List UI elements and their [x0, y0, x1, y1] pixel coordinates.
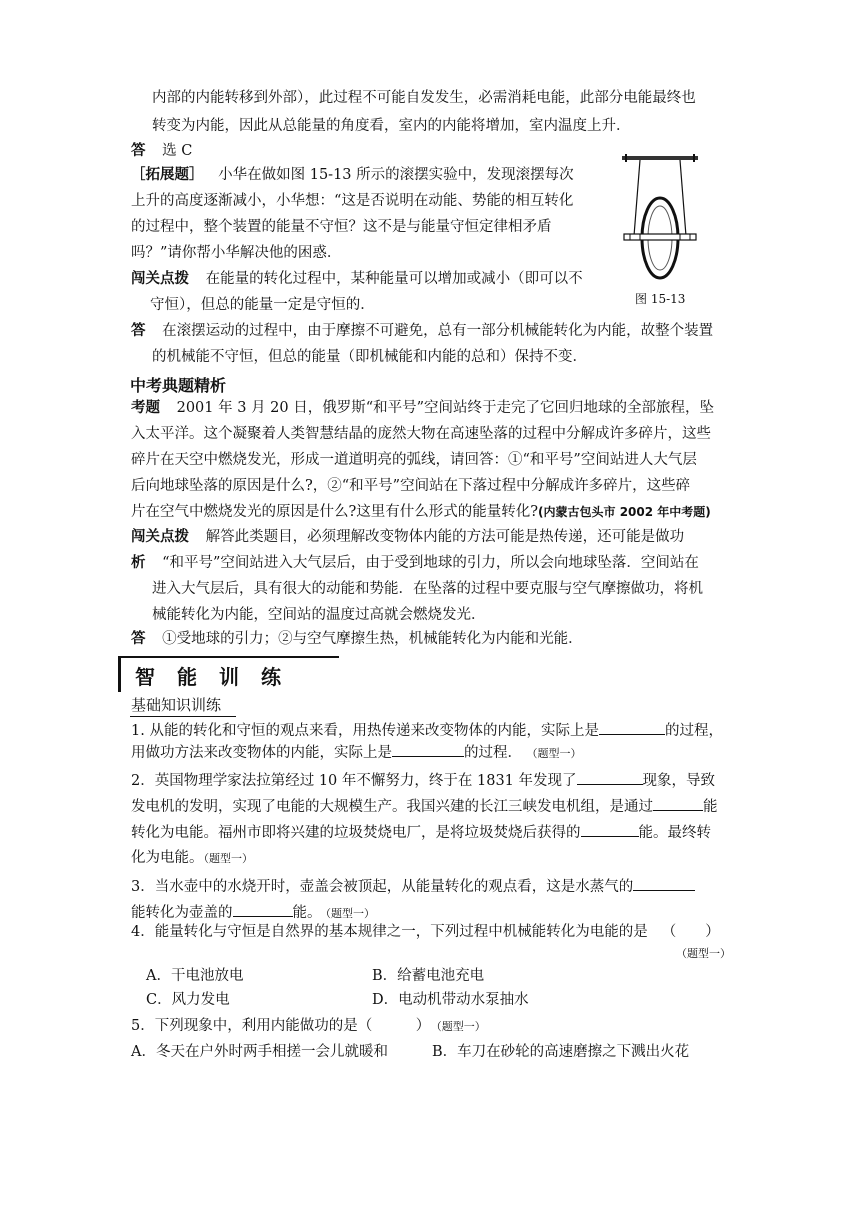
- q3-tag: （题型一）: [325, 907, 375, 920]
- exam-line-3: 碎片在天空中燃烧发光，形成一道道明亮的弧线，请回答：①“和平号”空间站进人大气层: [131, 452, 697, 468]
- q2-line-4: [131, 848, 253, 869]
- analysis-text-1: “和平号”空间站进入大气层后，由于受到地球的引力，所以会向地球坠落．空间站在: [162, 555, 699, 571]
- q2-blank-1[interactable]: [577, 770, 643, 785]
- exam-analysis-3: 械能转化为内能，空间站的温度过高就会燃烧发光．: [152, 607, 486, 623]
- q2-blank-3[interactable]: [581, 822, 639, 837]
- q3-text-b: 能转化为壶盖的: [131, 905, 233, 921]
- q2-text-e: 转化为电能。福州市即将兴建的垃圾焚烧电厂，是将垃圾焚烧后获得的: [131, 825, 581, 841]
- q5-text: 5．下列现象中，利用内能做功的是（ ）: [131, 1018, 431, 1034]
- q1-line-1: [131, 720, 723, 741]
- q2-text-f: 能。最终转: [638, 825, 711, 841]
- exam-line-2: 入太平洋。这个凝聚着人类智慧结晶的庞然大物在高速坠落的过程中分解成许多碎片，这些: [131, 426, 711, 442]
- exam-line-5: [131, 502, 711, 522]
- extension-answer-2: 的机械能不守恒，但总的能量（即机械能和内能的总和）保持不变．: [152, 349, 587, 365]
- q1-line-2: [131, 742, 582, 764]
- q2-line-3: [131, 822, 711, 843]
- hint-label: 闯关点拨: [131, 529, 189, 545]
- extension-answer-1: [131, 321, 713, 341]
- q2-text-b: 现象，导致: [642, 773, 716, 789]
- q2-text-d: 能: [703, 799, 718, 815]
- q4-text: 4．能量转化与守恒是自然界的基本规律之一，下列过程中机械能转化为电能的是: [131, 924, 648, 940]
- q3-text-a: 3．当水壶中的水烧开时，壶盖会被顶起，从能量转化的观点看，这是水蒸气的: [131, 879, 634, 895]
- q1-tag: （题型一）: [532, 747, 582, 760]
- q4-tag: （题型一）: [676, 947, 731, 960]
- hint-label: 闯关点拨: [131, 271, 189, 287]
- extension-line-2: 上升的高度逐渐减小，小华想：“这是否说明在动能、势能的相互转化: [131, 193, 574, 209]
- q5-tag: （题型一）: [436, 1020, 486, 1033]
- exam-answer: [131, 629, 583, 649]
- answer-label: 答: [131, 323, 146, 339]
- answer-text: 选 C: [162, 143, 193, 159]
- q5-option-b[interactable]: B．车刀在砂轮的高速磨擦之下溅出火花: [432, 1044, 690, 1060]
- q2-text-a: 2．英国物理学家法拉第经过 10 年不懈努力，终于在 1831 年发现了: [131, 773, 577, 789]
- extension-line-4: 吗？”请你帮小华解决他的困惑．: [131, 245, 342, 261]
- training-title: 智能训练: [135, 665, 303, 689]
- q2-line-2: [131, 796, 718, 817]
- training-subtitle: 基础知识训练: [131, 696, 222, 714]
- hint-text: 解答此类题目，必须理解改变物体内能的方法可能是热传递，还可能是做功: [205, 529, 685, 545]
- q3-blank-2[interactable]: [233, 902, 293, 917]
- q4-line-1: [131, 922, 720, 942]
- q1-blank-1[interactable]: [599, 720, 665, 735]
- rolling-pendulum-figure: [620, 150, 700, 290]
- extension-line-1: [131, 165, 574, 185]
- answer-text-1: 在滚摆运动的过程中，由于摩擦不可避免，总有一部分机械能转化为内能，故整个装置: [162, 323, 714, 339]
- q3-line-2: [131, 902, 375, 924]
- q1-text-b: 的过程，: [664, 723, 723, 739]
- q2-text-c: 发电机的发明，实现了电能的大规模生产。我国兴建的长江三峡发电机组，是通过: [131, 799, 653, 815]
- q5-line-1: [131, 1016, 486, 1037]
- answer-text: ①受地球的引力；②与空气摩擦生热，机械能转化为内能和光能．: [162, 631, 583, 647]
- subtitle-underline: [130, 716, 236, 717]
- q3-text-c: 能。: [292, 905, 322, 921]
- extension-hint-1: [131, 269, 583, 289]
- q4-option-d[interactable]: D．电动机带动水泵抽水: [372, 992, 529, 1008]
- q1-text-d: 的过程．: [464, 745, 522, 761]
- intro-line-1: 内部的内能转移到外部），此过程不可能自发发生，必需消耗电能，此部分电能最终也: [152, 90, 696, 106]
- answer-label: 答: [131, 631, 146, 647]
- extension-hint-2: 守恒），但总的能量一定是守恒的．: [150, 297, 375, 313]
- exam-text-5: 片在空气中燃烧发光的原因是什么?这里有什么形式的能量转化?: [131, 504, 539, 520]
- q2-tag: （题型一）: [203, 852, 253, 865]
- intro-line-2: 转变为内能，因此从总能量的角度看，室内的内能将增加，室内温度上升．: [152, 118, 631, 134]
- training-header: [118, 656, 339, 692]
- q1-text-a: 1. 从能的转化和守恒的观点来看，用热传递来改变物体的内能，实际上是: [131, 723, 599, 739]
- extension-line-3: 的过程中，整个装置的能量不守恒？这不是与能量守恒定律相矛盾: [131, 219, 552, 235]
- q2-text-g: 化为电能。: [131, 850, 204, 866]
- exam-line-4: 后向地球坠落的原因是什么?，②“和平号”空间站在下落过程中分解成许多碎片，这些碎: [131, 478, 691, 494]
- analysis-label: 析: [131, 555, 146, 571]
- q3-line-1: [131, 876, 695, 897]
- q5-option-a[interactable]: A．冬天在户外时两手相搓一会儿就暖和: [131, 1044, 388, 1060]
- exam-section-title: 中考典题精析: [130, 376, 227, 395]
- q2-line-1: [131, 770, 715, 791]
- exam-analysis-2: 进入大气层后，具有很大的动能和势能．在坠落的过程中要克服与空气摩擦做功，将机: [152, 581, 703, 597]
- q3-blank-1[interactable]: [633, 876, 695, 891]
- q4-option-c[interactable]: C．风力发电: [146, 992, 230, 1008]
- exam-analysis-1: [131, 553, 699, 573]
- q4-answer-paren: （ ）: [661, 924, 720, 940]
- exam-text-1: 2001 年 3 月 20 日，俄罗斯“和平号”空间站终于走完了它回归地球的全部旅程，坠: [176, 400, 715, 416]
- q4-option-a[interactable]: A．干电池放电: [146, 968, 244, 984]
- q2-blank-2[interactable]: [653, 796, 703, 811]
- maxwell-wheel-icon: [620, 150, 700, 290]
- extension-label: ［拓展题］: [131, 167, 204, 183]
- q1-text-c: 用做功方法来改变物体的内能，实际上是: [131, 745, 392, 761]
- exam-label: 考题: [131, 400, 160, 416]
- intro-answer: [131, 141, 192, 161]
- q4-option-b[interactable]: B．给蓄电池充电: [372, 968, 485, 984]
- figure-caption: 图 15-13: [635, 292, 686, 306]
- extension-text-1: 小华在做如图 15-13 所示的滚摆实验中，发现滚摆每次: [218, 167, 574, 183]
- exam-hint: [131, 527, 684, 547]
- q1-blank-2[interactable]: [392, 742, 464, 757]
- hint-text-1: 在能量的转化过程中，某种能量可以增加或减小（即可以不: [205, 271, 583, 287]
- exam-source: (内蒙古包头市 2002 年中考题): [538, 505, 711, 519]
- answer-label: 答: [131, 143, 146, 159]
- exam-line-1: [131, 398, 714, 418]
